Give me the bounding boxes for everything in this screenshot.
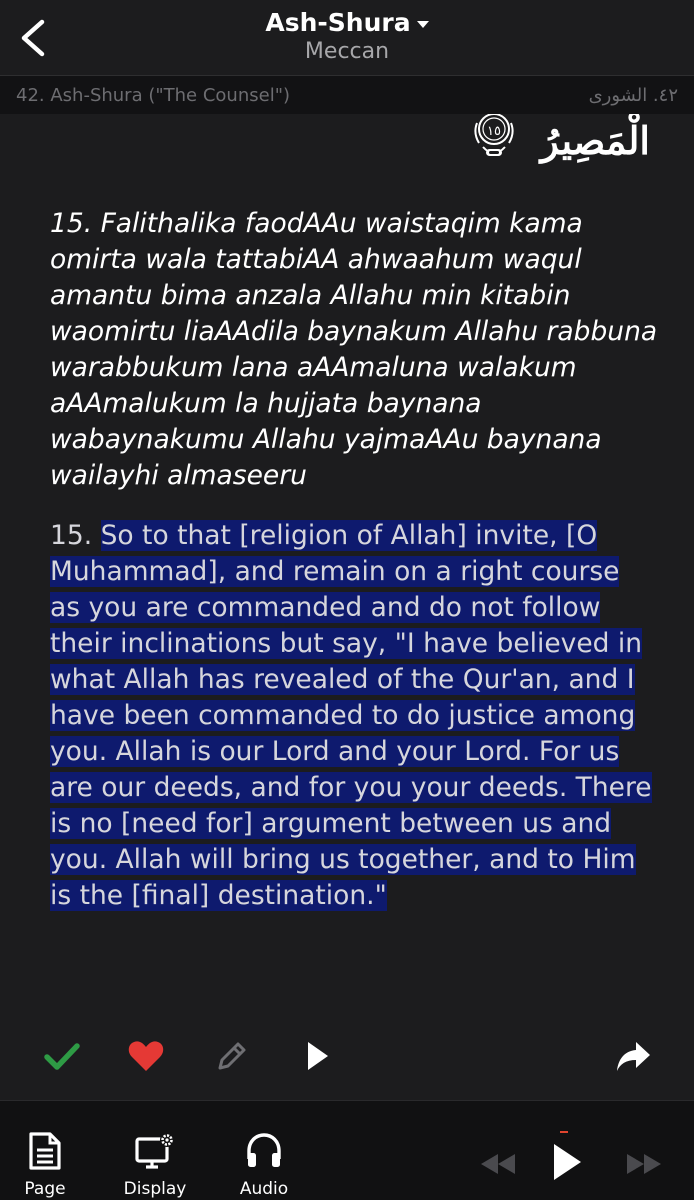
audio-progress-indicator [560,1131,568,1133]
nav-header [0,0,694,76]
headphones-icon [245,1131,283,1171]
play-verse-button[interactable] [294,1034,338,1078]
verse-end-marker-icon [455,114,533,167]
display-settings-icon [134,1131,176,1171]
surah-english-name: 42. Ash-Shura ("The Counsel") [16,84,290,106]
pencil-icon [214,1038,250,1074]
play-icon [298,1038,334,1074]
tab-audio-label: Audio [239,1179,289,1199]
tab-audio[interactable] [219,1127,309,1199]
arabic-word: الْمَصِيرُ [540,117,650,163]
tab-page-label: Page [24,1179,66,1199]
surah-arabic-name: ٤٢. الشورى [588,84,678,106]
mark-read-button[interactable] [40,1034,84,1078]
tab-page[interactable] [0,1127,90,1199]
verse-marker-number: ١٥ [486,124,501,139]
surah-info-bar [0,76,694,114]
verse-action-bar [0,1028,694,1084]
verse-translation [50,518,656,914]
revelation-place: Meccan [304,39,390,64]
arabic-verse-fragment [455,114,651,170]
audio-player-controls [478,1123,678,1193]
fast-forward-button[interactable] [624,1151,664,1181]
rewind-icon [478,1151,518,1177]
bottom-toolbar [0,1100,694,1200]
share-icon [614,1036,654,1076]
tab-display[interactable] [110,1127,200,1199]
highlighted-translation-text: So to that [religion of Allah] invite, [O Muhammad], and remain on a right course as you are commanded and do not follow their inclinations but say, "I have believed in what Allah has revealed of the Qur'an, and I have been commanded to do justice among you. Allah is our Lord and your Lord. For us are our deeds, and for you your deeds. There is no [need for] argument between us and you. Allah will bring us together, and to Him is the [final] destination." [50,520,652,911]
rewind-button[interactable] [478,1151,518,1181]
document-icon [28,1131,62,1171]
page-title: Ash-Shura [265,8,411,37]
play-icon [550,1141,584,1183]
verse-content[interactable] [0,114,694,1034]
caret-down-icon [417,21,429,28]
edit-note-button[interactable] [210,1034,254,1078]
check-icon [42,1036,82,1076]
verse-transliteration: 15. Falithalika faodAAu waistaqim kama omirta wala tattabiAA ahwaahum waqul amantu bima anzala Allahu min kitabin waomirtu liaAAdila baynakum Allahu rabbuna warabbukum lana aAAmaluna walakum aAAmalukum la hujjata baynana wabaynakumu Allahu yajmaAAu baynana wailayhi almaseeru [50,208,658,491]
fast-forward-icon [624,1151,664,1177]
tab-display-label: Display [123,1179,187,1199]
favorite-button[interactable] [124,1034,168,1078]
title-block [0,8,694,64]
surah-selector[interactable] [265,8,428,37]
play-audio-button[interactable] [550,1141,584,1187]
heart-icon [126,1036,166,1076]
share-button[interactable] [612,1034,656,1078]
verse-number: 15. [50,520,93,551]
